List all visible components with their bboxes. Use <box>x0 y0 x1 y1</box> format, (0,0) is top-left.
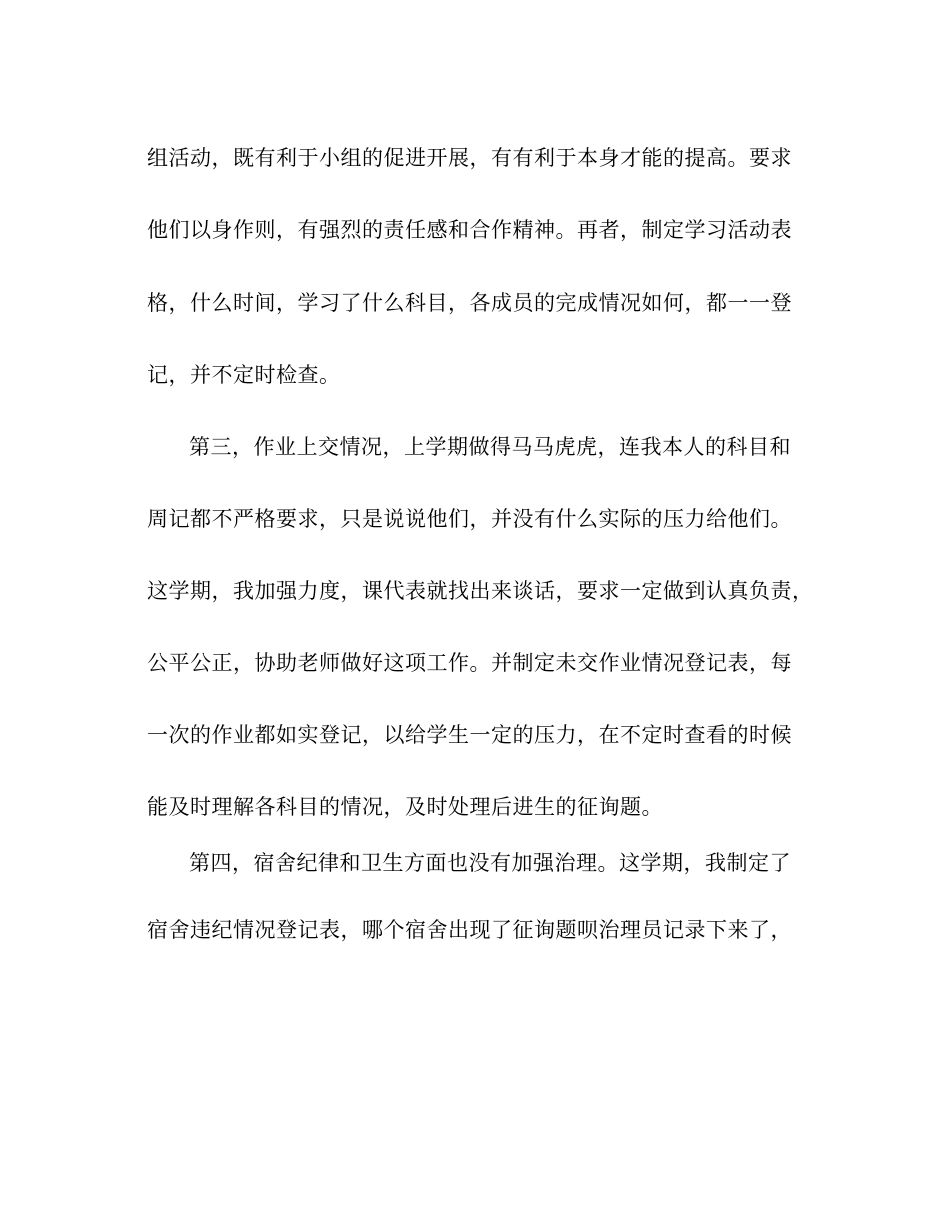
text-line: 能及时理解各科目的情况，及时处理后进生的征询题。 <box>147 795 663 819</box>
paragraph-start-line: 第三，作业上交情况，上学期做得马马虎虎，连我本人的科目和 <box>189 435 791 459</box>
text-line: 组活动，既有利于小组的促进开展，有有利于本身才能的提高。要求 <box>147 146 792 170</box>
text-line: 公平公正，协助老师做好这项工作。并制定未交作业情况登记表，每 <box>147 651 792 675</box>
text-line: 宿舍违纪情况登记表，哪个宿舍出现了征询题呗治理员记录下来了， <box>147 918 792 942</box>
paragraph-start-line: 第四，宿舍纪律和卫生方面也没有加强治理。这学期，我制定了 <box>189 851 791 875</box>
text-line: 周记都不严格要求，只是说说他们，并没有什么实际的压力给他们。 <box>147 507 792 531</box>
text-line: 记，并不定时检查。 <box>147 363 341 387</box>
text-line: 格，什么时间，学习了什么科目，各成员的完成情况如何，都一一登 <box>147 291 792 315</box>
text-line: 这学期，我加强力度，课代表就找出来谈话，要求一定做到认真负责， <box>147 579 814 603</box>
text-line: 一次的作业都如实登记，以给学生一定的压力，在不定时查看的时候 <box>147 723 792 747</box>
text-line: 他们以身作则，有强烈的责任感和合作精神。再者，制定学习活动表 <box>147 218 792 242</box>
